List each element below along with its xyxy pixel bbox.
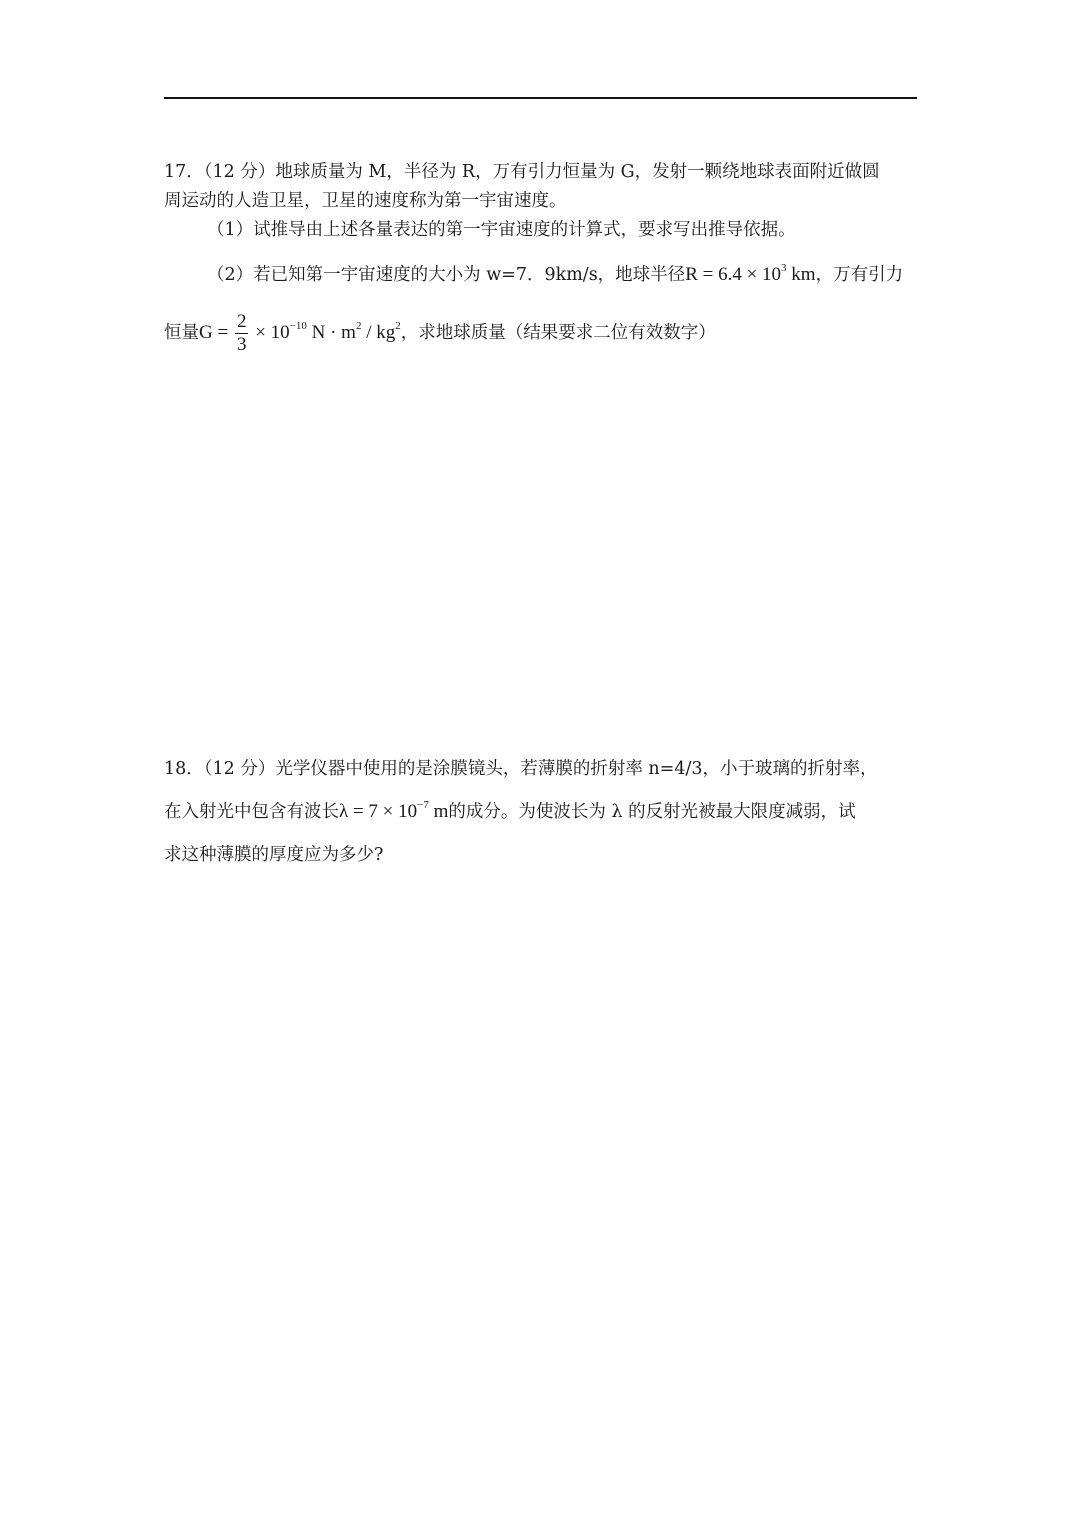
g-unit-exp-m: 2: [355, 320, 362, 332]
g-fraction: [235, 312, 249, 355]
lambda-base: λ = 7 × 10: [339, 801, 418, 822]
g-exponent: −10: [289, 320, 307, 332]
q17-line-5: [164, 312, 917, 355]
q18-line-2-suffix: 的成分。为使波长为 λ 的反射光被最大限度减弱，试: [448, 802, 856, 822]
radius-formula-base: R = 6.4 × 10: [685, 264, 782, 285]
g-formula: [199, 311, 401, 356]
q17-line-5-suffix: ，求地球质量（结果要求二位有效数字）: [400, 323, 716, 343]
q18-line-2: [164, 800, 917, 824]
g-fraction-denominator: 3: [236, 334, 247, 356]
g-unit-b: / kg: [361, 322, 396, 343]
q17-part-2-suffix: ，万有引力: [815, 265, 904, 285]
g-mult: × 10: [250, 322, 290, 343]
q18-line-2-prefix: 在入射光中包含有波长: [164, 802, 339, 822]
g-unit-a: N · m: [306, 322, 356, 343]
lambda-exponent: −7: [417, 799, 429, 811]
q17-line-5-prefix: 恒量: [164, 323, 199, 343]
q17-part-2-text: （2）若已知第一宇宙速度的大小为 w=7．9km/s，地球半径: [207, 265, 686, 285]
radius-exponent: 3: [781, 262, 787, 274]
g-fraction-numerator: 2: [236, 311, 247, 333]
g-lhs: G =: [199, 322, 233, 343]
q17-part-1: （1）试推导由上述各量表达的第一宇宙速度的计算式，要求写出推导依据。: [207, 220, 796, 240]
g-unit-exp-kg: 2: [395, 320, 401, 332]
header-rule: [164, 97, 917, 99]
lambda-unit: m: [428, 801, 449, 822]
q17-line-1: 17．（12 分）地球质量为 M，半径为 R，万有引力恒量为 G，发射一颗绕地球表面附近做圆: [164, 162, 880, 182]
q17-line-2: 周运动的人造卫星，卫星的速度称为第一宇宙速度。: [164, 191, 567, 211]
q18-line-1: 18．（12 分）光学仪器中使用的是涂膜镜头，若薄膜的折射率 n=4/3，小于玻璃的折射率，: [164, 759, 878, 779]
radius-unit: km: [786, 264, 816, 285]
q17-part-2: [207, 263, 960, 287]
lambda-formula: [339, 801, 448, 822]
radius-formula: [685, 264, 815, 285]
q18-line-3: 求这种薄膜的厚度应为多少?: [164, 845, 384, 865]
